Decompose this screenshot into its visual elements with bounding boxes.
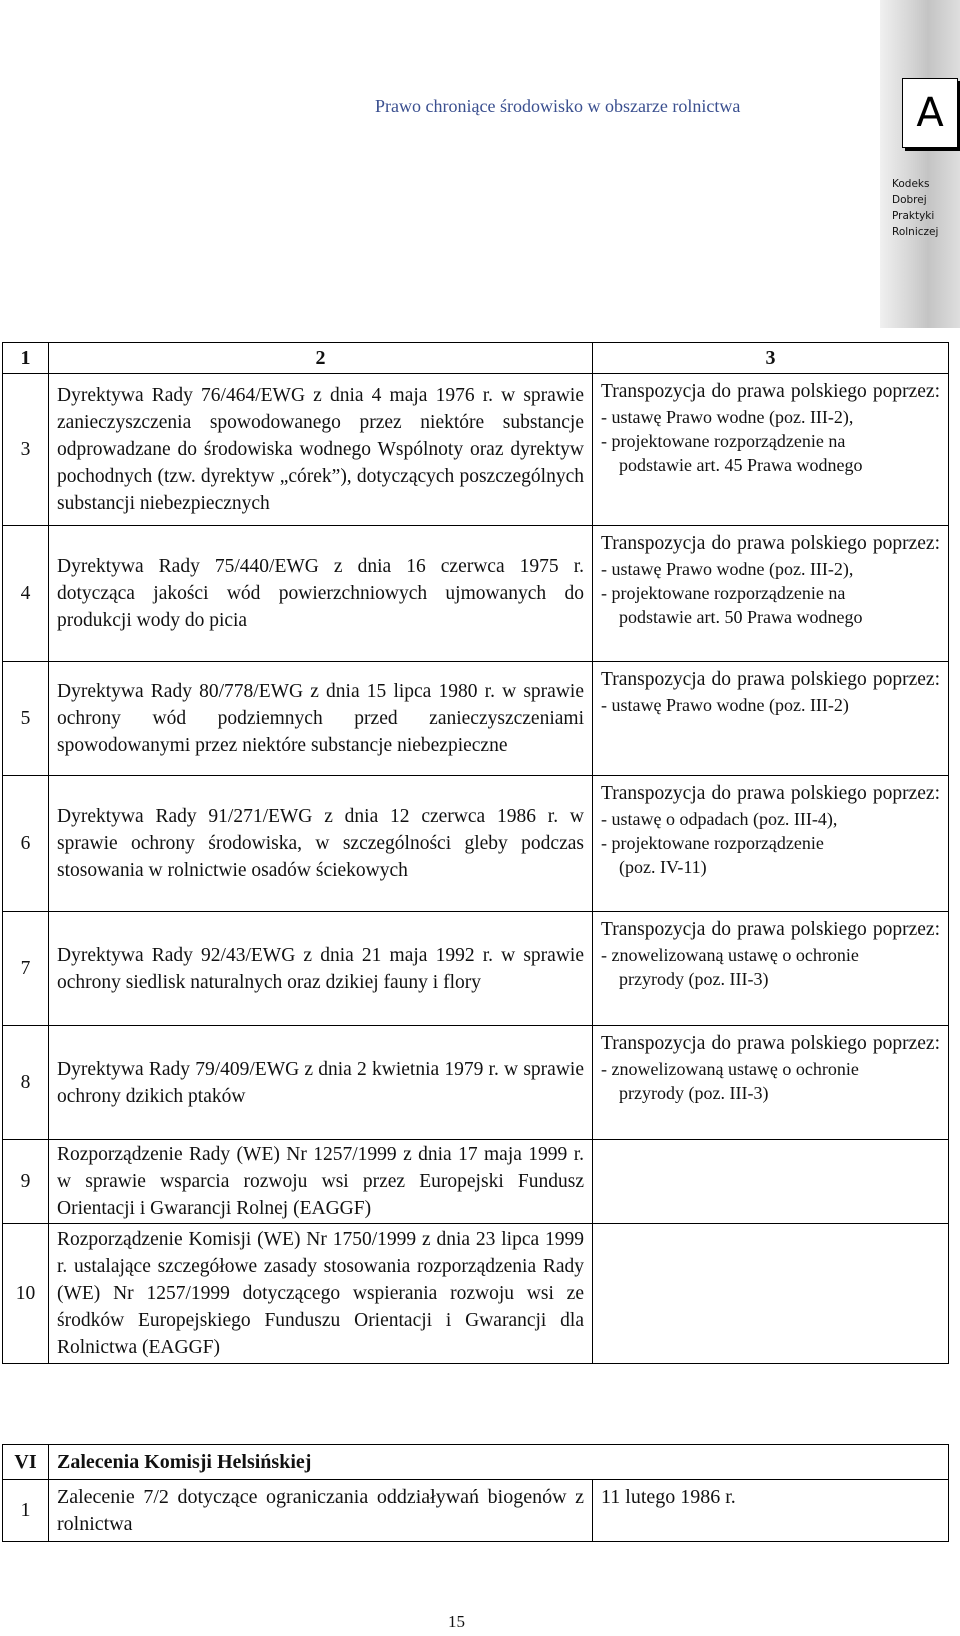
transposition-item: - ustawę Prawo wodne (poz. III-2), [601,407,854,427]
transposition-cell [593,776,949,912]
legislation-table [2,342,949,1364]
transposition-cell [593,374,949,526]
transposition-intro: Transpozycja do prawa polskiego poprzez: [601,381,940,402]
page-header-title: Prawo chroniące środowisko w obszarze rolnictwa [375,96,741,116]
transposition-intro: Transpozycja do prawa polskiego poprzez: [601,533,940,554]
table-row [3,1480,949,1542]
transposition-item: - projektowane rozporządzenie na [601,583,846,603]
side-band [880,0,960,328]
transposition-intro: Transpozycja do prawa polskiego poprzez: [601,783,940,804]
act-description: Dyrektywa Rady 80/778/EWG z dnia 15 lipca 1980 r. w sprawie ochrony wód podziemnych przed zanieczyszczeniami spowodowanymi przez niektóre substancje niebezpieczne [49,662,593,776]
transposition-item: - ustawę Prawo wodne (poz. III-2), [601,559,854,579]
act-description: Rozporządzenie Rady (WE) Nr 1257/1999 z dnia 17 maja 1999 r. w sprawie wsparcia rozwoju wsi przez Europejski Fundusz Orientacji i Gwarancji Rolnej (EAGGF) [49,1140,593,1224]
table-row [3,1026,949,1140]
section-letter-badge: A [902,78,958,148]
transposition-item-continuation: przyrody (poz. III-3) [619,1083,769,1103]
transposition-cell [593,1140,949,1224]
transposition-item: - ustawę o odpadach (poz. III-4), [601,809,838,829]
row-number: 10 [3,1224,49,1364]
row-number: 7 [3,912,49,1026]
transposition-intro: Transpozycja do prawa polskiego poprzez: [601,1033,940,1054]
transposition-item-continuation: podstawie art. 45 Prawa wodnego [619,455,863,475]
column-header: 2 [49,343,593,374]
transposition-cell [593,662,949,776]
transposition-item-continuation: przyrody (poz. III-3) [619,969,769,989]
row-number: 6 [3,776,49,912]
table-row [3,374,949,526]
act-description: Rozporządzenie Komisji (WE) Nr 1750/1999 z dnia 23 lipca 1999 r. ustalające szczegółowe zasady stosowania rozporządzenia Rady (WE) Nr 1257/1999 dotyczącego wspierania rozwoju wsi ze środków Europejskiego Funduszu Orientacji i Gwarancji dla Rolnictwa (EAGGF) [49,1224,593,1364]
row-number: 5 [3,662,49,776]
transposition-cell [593,1224,949,1364]
table-row [3,776,949,912]
page-number: 15 [448,1612,465,1631]
row-number: 8 [3,1026,49,1140]
act-description: Dyrektywa Rady 76/464/EWG z dnia 4 maja 1976 r. w sprawie zanieczyszczenia spowodowanego przez niektóre substancje odprowadzane do środowiska wodnego Wspólnoty oraz dyrektyw pochodnych (tzw. dyrektyw „córek”), dotyczących poszczególnych substancji niebezpiecznych [49,374,593,526]
transposition-item: - ustawę Prawo wodne (poz. III-2) [601,695,849,715]
table-row [3,1224,949,1364]
transposition-cell [593,1026,949,1140]
act-description: Dyrektywa Rady 75/440/EWG z dnia 16 czerwca 1975 r. dotycząca jakości wód powierzchniowych ujmowanych do produkcji wody do picia [49,526,593,662]
side-label-line: Rolniczej [892,226,939,238]
side-label [892,176,958,240]
row-number: 3 [3,374,49,526]
transposition-item: - projektowane rozporządzenie na [601,431,846,451]
side-label-line: Dobrej [892,194,927,206]
table-row [3,662,949,776]
act-description: Dyrektywa Rady 91/271/EWG z dnia 12 czerwca 1986 r. w sprawie ochrony środowiska, w szczególności gleby podczas stosowania w rolnictwie osadów ściekowych [49,776,593,912]
act-description: Dyrektywa Rady 92/43/EWG z dnia 21 maja 1992 r. w sprawie ochrony siedlisk naturalnych oraz dzikiej fauny i flory [49,912,593,1026]
transposition-intro: Transpozycja do prawa polskiego poprzez: [601,919,940,940]
transposition-item-continuation: podstawie art. 50 Prawa wodnego [619,607,863,627]
section-header-row [3,1445,949,1480]
row-number: 9 [3,1140,49,1224]
column-header: 1 [3,343,49,374]
transposition-item-continuation: (poz. IV-11) [619,857,707,877]
act-description: Dyrektywa Rady 79/409/EWG z dnia 2 kwietnia 1979 r. w sprawie ochrony dzikich ptaków [49,1026,593,1140]
recommendation-description: Zalecenie 7/2 dotyczące ograniczania oddziaływań biogenów z rolnictwa [49,1480,593,1542]
row-number: 1 [3,1480,49,1542]
transposition-item: - znowelizowaną ustawę o ochronie [601,945,859,965]
table-row [3,526,949,662]
transposition-cell [593,526,949,662]
table-row [3,912,949,1026]
transposition-item: - znowelizowaną ustawę o ochronie [601,1059,859,1079]
section-title: Zalecenia Komisji Helsińskiej [49,1445,949,1480]
table-header-row [3,343,949,374]
column-header: 3 [593,343,949,374]
side-label-line: Praktyki [892,210,935,222]
row-number: 4 [3,526,49,662]
recommendation-date: 11 lutego 1986 r. [593,1480,949,1542]
transposition-item: - projektowane rozporządzenie [601,833,824,853]
recommendations-table [2,1444,949,1542]
transposition-cell [593,912,949,1026]
section-number: VI [3,1445,49,1480]
transposition-intro: Transpozycja do prawa polskiego poprzez: [601,669,940,690]
side-label-line: Kodeks [892,178,930,190]
table-row [3,1140,949,1224]
